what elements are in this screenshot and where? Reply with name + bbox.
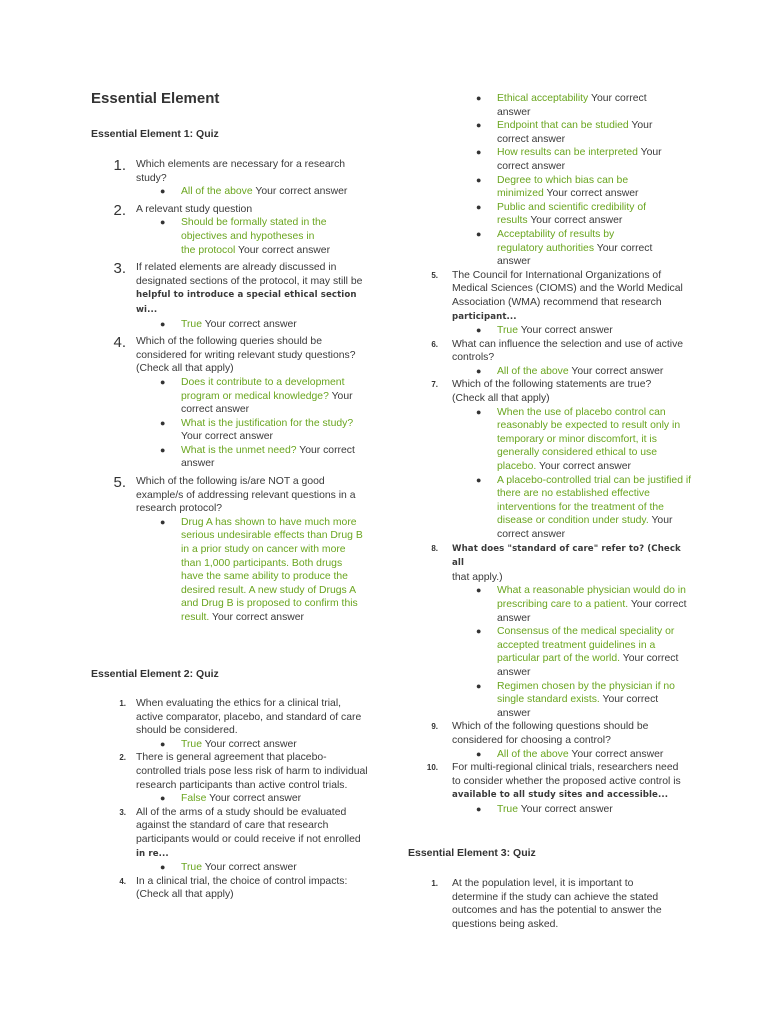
answer-list [136, 216, 331, 257]
answer-item: ● Degree to which bias can be minimized Your correct answer [476, 174, 639, 200]
quiz2-question-7 [422, 378, 692, 541]
question-number: 1. [113, 157, 126, 174]
quiz2-question-9 [422, 720, 687, 761]
question-text: Which of the following statements are true? (Check all that apply) [452, 379, 652, 405]
answer-list [452, 748, 687, 762]
bullet-icon: ● [476, 201, 482, 212]
answer-item: ● Public and scientific credibility of results Your correct answer [476, 201, 647, 227]
quiz1-question-4 [110, 335, 370, 471]
question-text: If related elements are already discussed in designated sections of the protocol, it may still be helpful to introduce a special ethical section wi... [136, 262, 363, 315]
quiz1-question-2 [110, 203, 370, 257]
answer-item: ● Acceptability of results by regulatory authorities Your correct answer [476, 228, 653, 268]
answer-item: ● True Your correct answer [476, 803, 613, 815]
bullet-icon: ● [476, 147, 482, 158]
question-number: 6. [431, 339, 438, 349]
quiz2-question-8 [422, 542, 687, 721]
bullet-icon: ● [476, 406, 482, 417]
bullet-icon: ● [476, 585, 482, 596]
question-text: Which of the following queries should be considered for writing relevant study questions? (Check all that apply) [136, 336, 356, 375]
answer-item: ● Consensus of the medical speciality or accepted treatment guidelines in a particular part of the world. Your correct answer [476, 626, 679, 678]
quiz1-question-1 [110, 158, 370, 199]
question-number: 1. [119, 699, 126, 708]
question-number: 2. [119, 753, 126, 763]
answer-list [136, 318, 370, 332]
quiz2-title: Essential Element 2: Quiz [91, 668, 219, 680]
answer-list [452, 803, 687, 817]
answer-item: ● A placebo-controlled trial can be justified if there are no established effective interventions for the treatment of the disease or condition under study. Your correct answer [476, 474, 692, 540]
answer-list [136, 376, 356, 471]
answer-item: ● False Your correct answer [160, 793, 302, 805]
question-text: Which of the following questions should be considered for choosing a control? [452, 721, 649, 746]
question-text: What can influence the selection and use of active controls? [452, 338, 684, 364]
quiz3-title: Essential Element 3: Quiz [408, 847, 536, 859]
answer-item: ● Regimen chosen by the physician if no single standard exists. Your correct answer [476, 680, 675, 719]
bullet-icon: ● [160, 516, 166, 527]
answer-list [452, 406, 692, 542]
question-number: 7. [431, 380, 438, 390]
bullet-icon: ● [476, 680, 482, 691]
bullet-icon: ● [160, 376, 166, 387]
question-text: All of the arms of a study should be evaluated against the standard of care that research participants would or could receive if not enrolled in re... [136, 806, 361, 859]
answer-item: ● What is the unmet need? Your correct answer [160, 444, 355, 470]
answer-list [136, 861, 370, 875]
answer-item: ● What a reasonable physician would do in prescribing care to a patient. Your correct answer [476, 585, 687, 624]
bullet-icon: ● [476, 228, 482, 239]
bullet-icon: ● [476, 474, 482, 485]
answer-item: ● True Your correct answer [160, 318, 297, 330]
question-text: A relevant study question [136, 203, 253, 215]
quiz1-question-3 [110, 261, 370, 331]
quiz2-question-2 [110, 751, 370, 805]
question-number: 5. [113, 474, 126, 492]
bullet-icon: ● [160, 417, 166, 428]
quiz2-question-6 [422, 338, 687, 379]
quiz2-list-right [422, 92, 692, 816]
answer-list [136, 738, 370, 752]
bullet-icon: ● [476, 365, 482, 376]
question-number: 4. [119, 876, 126, 886]
answer-item: ● Drug A has shown to have much more serious undesirable effects than Drug B in a prior study on cancer with more than 1,000 participants. Both drugs have the same ability to produce the desired result. A new study of Drugs A and Drug B is proposed to confirm this result. Your correct answer [160, 516, 363, 623]
answer-list [136, 516, 366, 625]
answer-list [136, 792, 370, 806]
bullet-icon: ● [476, 748, 482, 759]
bullet-icon: ● [160, 186, 166, 197]
question-text: Which elements are necessary for a research study? [136, 159, 346, 184]
quiz2-question-1 [110, 697, 370, 751]
quiz2-question-3 [110, 806, 370, 875]
quiz3-list [422, 877, 682, 931]
answer-item: ● Should be formally stated in the objectives and hypotheses in the protocol Your correct answer [160, 217, 331, 256]
bullet-icon: ● [476, 325, 482, 336]
quiz1-list [110, 158, 370, 625]
bullet-icon: ● [476, 626, 482, 637]
question-number: 3. [119, 807, 126, 817]
answer-item: ● Ethical acceptability Your correct answer [476, 93, 647, 118]
question-text: What does "standard of care" refer to? (Check all that apply.) [452, 543, 681, 583]
answer-item: ● How results can be interpreted Your correct answer [476, 147, 662, 172]
question-number: 4. [113, 334, 126, 352]
question-text: For multi-regional clinical trials, researchers need to consider whether the proposed active control is available to all study sites and accessible... [452, 762, 681, 801]
quiz2-question-5 [422, 269, 687, 338]
question-number: 8. [431, 543, 438, 553]
question-number: 1. [431, 879, 438, 888]
quiz1-question-5 [110, 475, 370, 625]
bullet-icon: ● [476, 174, 482, 185]
answer-item: ● All of the above Your correct answer [476, 748, 664, 760]
question-text: The Council for International Organizations of Medical Sciences (CIOMS) and the World Medical Association (WMA) recommend that research participant... [452, 269, 683, 322]
bullet-icon: ● [160, 217, 166, 228]
question-text: At the population level, it is important to determine if the study can achieve the stated outcomes and has the potential to answer the questions being asked. [452, 878, 662, 930]
answer-item: ● True Your correct answer [160, 862, 297, 874]
question-number: 3. [113, 260, 126, 278]
page-title: Essential Element [91, 90, 220, 107]
question-text: When evaluating the ethics for a clinical trial, active comparator, placebo, and standard of care should be considered. [136, 698, 362, 737]
answer-item: ● All of the above Your correct answer [160, 186, 348, 198]
answer-list [452, 365, 687, 379]
answer-list-q4 [422, 92, 662, 269]
bullet-icon: ● [476, 120, 482, 131]
answer-list [136, 185, 370, 199]
answer-item: ● When the use of placebo control can reasonably be expected to result only in temporary or minor discomfort, it is generally considered ethical to use placebo. Your correct answer [476, 406, 681, 473]
quiz3-question-1 [422, 877, 682, 931]
answer-list [452, 324, 687, 338]
answer-list [452, 584, 692, 720]
bullet-icon: ● [476, 93, 482, 103]
question-number: 9. [431, 722, 438, 732]
bullet-icon: ● [160, 793, 166, 804]
question-text: Which of the following is/are NOT a good example/s of addressing relevant questions in a research protocol? [136, 476, 356, 515]
quiz1-title: Essential Element 1: Quiz [91, 128, 219, 140]
question-number: 5. [431, 270, 438, 280]
answer-item: ● True Your correct answer [160, 738, 297, 750]
question-number: 10. [426, 763, 438, 773]
bullet-icon: ● [476, 803, 482, 814]
bullet-icon: ● [160, 862, 166, 873]
question-text: In a clinical trial, the choice of control impacts: (Check all that apply) [136, 875, 348, 901]
answer-item: ● Endpoint that can be studied Your correct answer [476, 120, 653, 145]
bullet-icon: ● [160, 444, 166, 455]
question-text: There is general agreement that placebo-controlled trials pose less risk of harm to individual research participants than active control trials. [136, 752, 368, 791]
bullet-icon: ● [160, 318, 166, 329]
question-number: 2. [113, 201, 126, 219]
quiz2-question-10 [422, 761, 687, 816]
quiz2-question-4 [110, 875, 370, 902]
answer-item: ● True Your correct answer [476, 325, 613, 337]
answer-item: ● All of the above Your correct answer [476, 365, 664, 377]
answer-item: ● What is the justification for the study? Your correct answer [160, 417, 354, 443]
bullet-icon: ● [160, 738, 166, 749]
answer-item: ● Does it contribute to a development program or medical knowledge? Your correct answer [160, 376, 353, 416]
quiz2-list-left [110, 697, 370, 902]
